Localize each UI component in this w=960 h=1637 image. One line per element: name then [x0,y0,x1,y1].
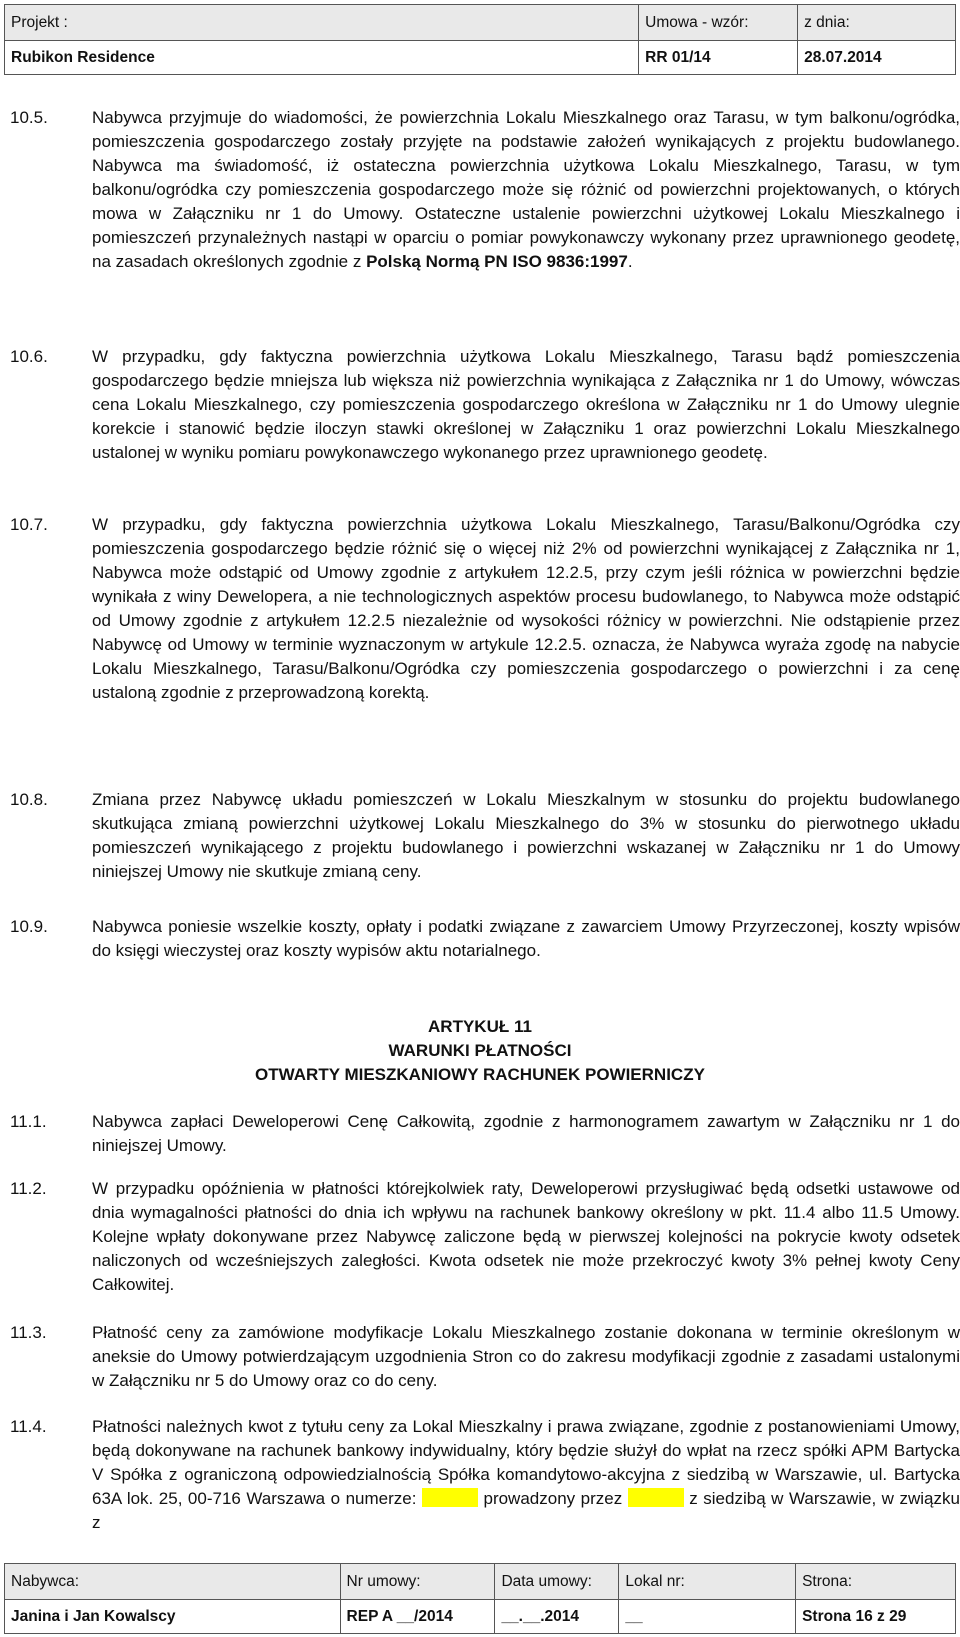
paragraph-text: Zmiana przez Nabywcę układu pomieszczeń w Lokalu Mieszkalnym w stosunku do projektu budowlanego skutkująca zmianą powierzchni użytkowej Lokalu Mieszkalnego do 3% w stosunku do pierwotnego układu pomieszczeń wynikającego z projektu budowlanego i powierzchni wskazanej w Załączniku nr 1 do Umowy niniejszej Umowy nie skutkuje zmianą ceny. [92,790,960,881]
paragraph-10-7 [10,513,960,705]
paragraph-number: 10.7. [10,515,48,534]
bank-name-placeholder[interactable] [628,1488,684,1507]
page-label: Strona: [796,1564,956,1600]
paragraph-text-part: Płatności należnych kwot z tytułu ceny za Lokal Mieszkalny i prawa związane, zgodnie z postanowieniami Umowy, będą dokonywane na rachunek bankowy indywidualny, który będzie służył do wpłat na rzecz spółki APM Bartycka V Spółka z ograniczoną odpowiedzialnością Spółka komandytowo-akcyjna z siedzibą w Warszawie, ul. Bartycka 63A lok. 25, 00-716 Warszawa o numerze: [92,1417,960,1508]
unit-no-value: __ [619,1600,796,1634]
page-footer [4,1563,956,1634]
paragraph-11-3 [10,1321,960,1393]
paragraph-number: 10.9. [10,917,48,936]
article-heading [0,1015,960,1087]
unit-no-label: Lokal nr: [619,1564,796,1600]
paragraph-number: 10.6. [10,347,48,366]
paragraph-text: W przypadku opóźnienia w płatności którejkolwiek raty, Deweloperowi przysługiwać będą odsetki ustawowe od dnia wymagalności płatności do dnia ich wpływu na rachunek bankowy określony w pkt. 11.4 albo 11.5 Umowy. Kolejne wpłaty dokonywane przez Nabywcę zaliczone będą w pierwszej kolejności na pokrycie kwoty odsetek naliczonych od wcześniejszych zaległości. Kwota odsetek nie może przekroczyć kwoty 3% pełnej kwoty Ceny Całkowitej. [92,1179,960,1294]
paragraph-text [92,1415,960,1535]
paragraph-number: 11.4. [10,1417,47,1436]
paragraph-number: 11.1. [10,1112,47,1131]
paragraph-text: Płatność ceny za zamówione modyfikacje Lokalu Mieszkalnego zostanie dokonana w terminie określonym w aneksie do Umowy potwierdzającym uzgodnienia Stron co do zakresu modyfikacji zgodnie z zasadami ustalonymi w Załączniku nr 5 do Umowy oraz co do ceny. [92,1323,960,1390]
paragraph-text: Nabywca poniesie wszelkie koszty, opłaty i podatki związane z zawarciem Umowy Przyrzeczonej, koszty wpisów do księgi wieczystej oraz koszty wypisów aktu notarialnego. [92,917,960,960]
contract-date-label: Data umowy: [495,1564,619,1600]
contract-template-label: Umowa - wzór: [639,5,798,41]
date-label: z dnia: [798,5,956,41]
paragraph-text: Nabywca zapłaci Deweloperowi Cenę Całkowitą, zgodnie z harmonogramem zawartym w Załączniku nr 1 do niniejszej Umowy. [92,1112,960,1155]
paragraph-text-part: prowadzony przez [483,1489,623,1508]
paragraph-text-part: Nabywca przyjmuje do wiadomości, że powierzchnia Lokalu Mieszkalnego oraz Tarasu, w tym balkonu/ogródka, pomieszczenia gospodarczego zostały przyjęte na podstawie założeń wynikających z projektu budowlanego. Nabywca ma świadomość, iż ostateczna powierzchnia użytkowa Lokalu Mieszkalnego, Tarasu, w tym balkonu/ogródka czy pomieszczenia gospodarczego może się różnić od powierzchni projektowanych, o których mowa w Załączniku nr 1 do Umowy. Ostateczne ustalenie powierzchni użytkowej Lokalu Mieszkalnego i pomieszczeń przynależnych nastąpi w oparciu o pomiar powykonawczy wykonany przez uprawnionego geodetę, na zasadach określonych zgodnie z [92,108,960,271]
date-value: 28.07.2014 [798,41,956,75]
account-number-placeholder[interactable] [422,1488,478,1507]
paragraph-11-2 [10,1177,960,1297]
paragraph-text: W przypadku, gdy faktyczna powierzchnia użytkowa Lokalu Mieszkalnego, Tarasu bądź pomieszczenia gospodarczego będzie mniejsza lub większa niż powierzchnia wynikająca z Załącznika nr 1 do Umowy, wówczas cena Lokalu Mieszkalnego, czy pomieszczenia gospodarczego określona w Załączniku nr 1 do Umowy ulegnie korekcie i stanowić będzie iloczyn stawki określonej w Załączniku 1 oraz powierzchni Lokalu Mieszkalnego ustalonej w wyniku pomiaru powykonawczego wykonanego przez uprawnionego geodetę. [92,347,960,462]
project-label: Projekt : [5,5,639,41]
page-number: Strona 16 z 29 [796,1600,956,1634]
contract-no-label: Nr umowy: [340,1564,495,1600]
paragraph-number: 11.3. [10,1323,47,1342]
buyer-label: Nabywca: [5,1564,341,1600]
contract-template-value: RR 01/14 [639,41,798,75]
contract-date-value: __.__.2014 [495,1600,619,1634]
paragraph-number: 10.5. [10,108,48,127]
standard-reference: Polską Normą PN ISO 9836:1997 [366,252,628,271]
project-value: Rubikon Residence [5,41,639,75]
buyer-value: Janina i Jan Kowalscy [5,1600,341,1634]
paragraph-11-4 [10,1415,960,1535]
paragraph-10-5 [10,106,960,274]
paragraph-text-end: . [627,252,633,271]
paragraph-10-8 [10,788,960,884]
paragraph-number: 10.8. [10,790,48,809]
paragraph-text: W przypadku, gdy faktyczna powierzchnia użytkowa Lokalu Mieszkalnego, Tarasu/Balkonu/Ogródka czy pomieszczenia gospodarczego będzie różnić się o więcej niż 2% od powierzchni wynikającej z Załącznika nr 1, Nabywca może odstąpić od Umowy zgodnie z artykułem 12.2.5, przy czym jeśli różnica w powierzchni będzie wynikała z winy Dewelopera, a nie technologicznych aspektów procesu budowlanego, to Nabywca może odstąpić od Umowy zgodnie z artykułem 12.2.5 niezależnie od wysokości różnicy w powierzchni. Nie odstąpienie przez Nabywcę od Umowy w terminie wyznaczonym w artykule 12.2.5. oznacza, że Nabywca wyraża zgodę na nabycie Lokalu Mieszkalnego, Tarasu/Balkonu/Ogródka czy pomieszczenia gospodarczego o powierzchni i za cenę ustaloną zgodnie z przeprowadzoną korektą. [92,515,960,702]
article-title: WARUNKI PŁATNOŚCI [388,1041,572,1060]
contract-no-value: REP A __/2014 [340,1600,495,1634]
paragraph-10-6 [10,345,960,465]
paragraph-11-1 [10,1110,960,1158]
page-header [4,4,956,75]
article-number: ARTYKUŁ 11 [428,1017,532,1036]
paragraph-text-part: z siedzibą w Warszawie, w związku z [92,1489,960,1532]
paragraph-number: 11.2. [10,1179,47,1198]
paragraph-text [92,106,960,274]
article-subtitle: OTWARTY MIESZKANIOWY RACHUNEK POWIERNICZY [255,1065,705,1084]
paragraph-10-9 [10,915,960,963]
